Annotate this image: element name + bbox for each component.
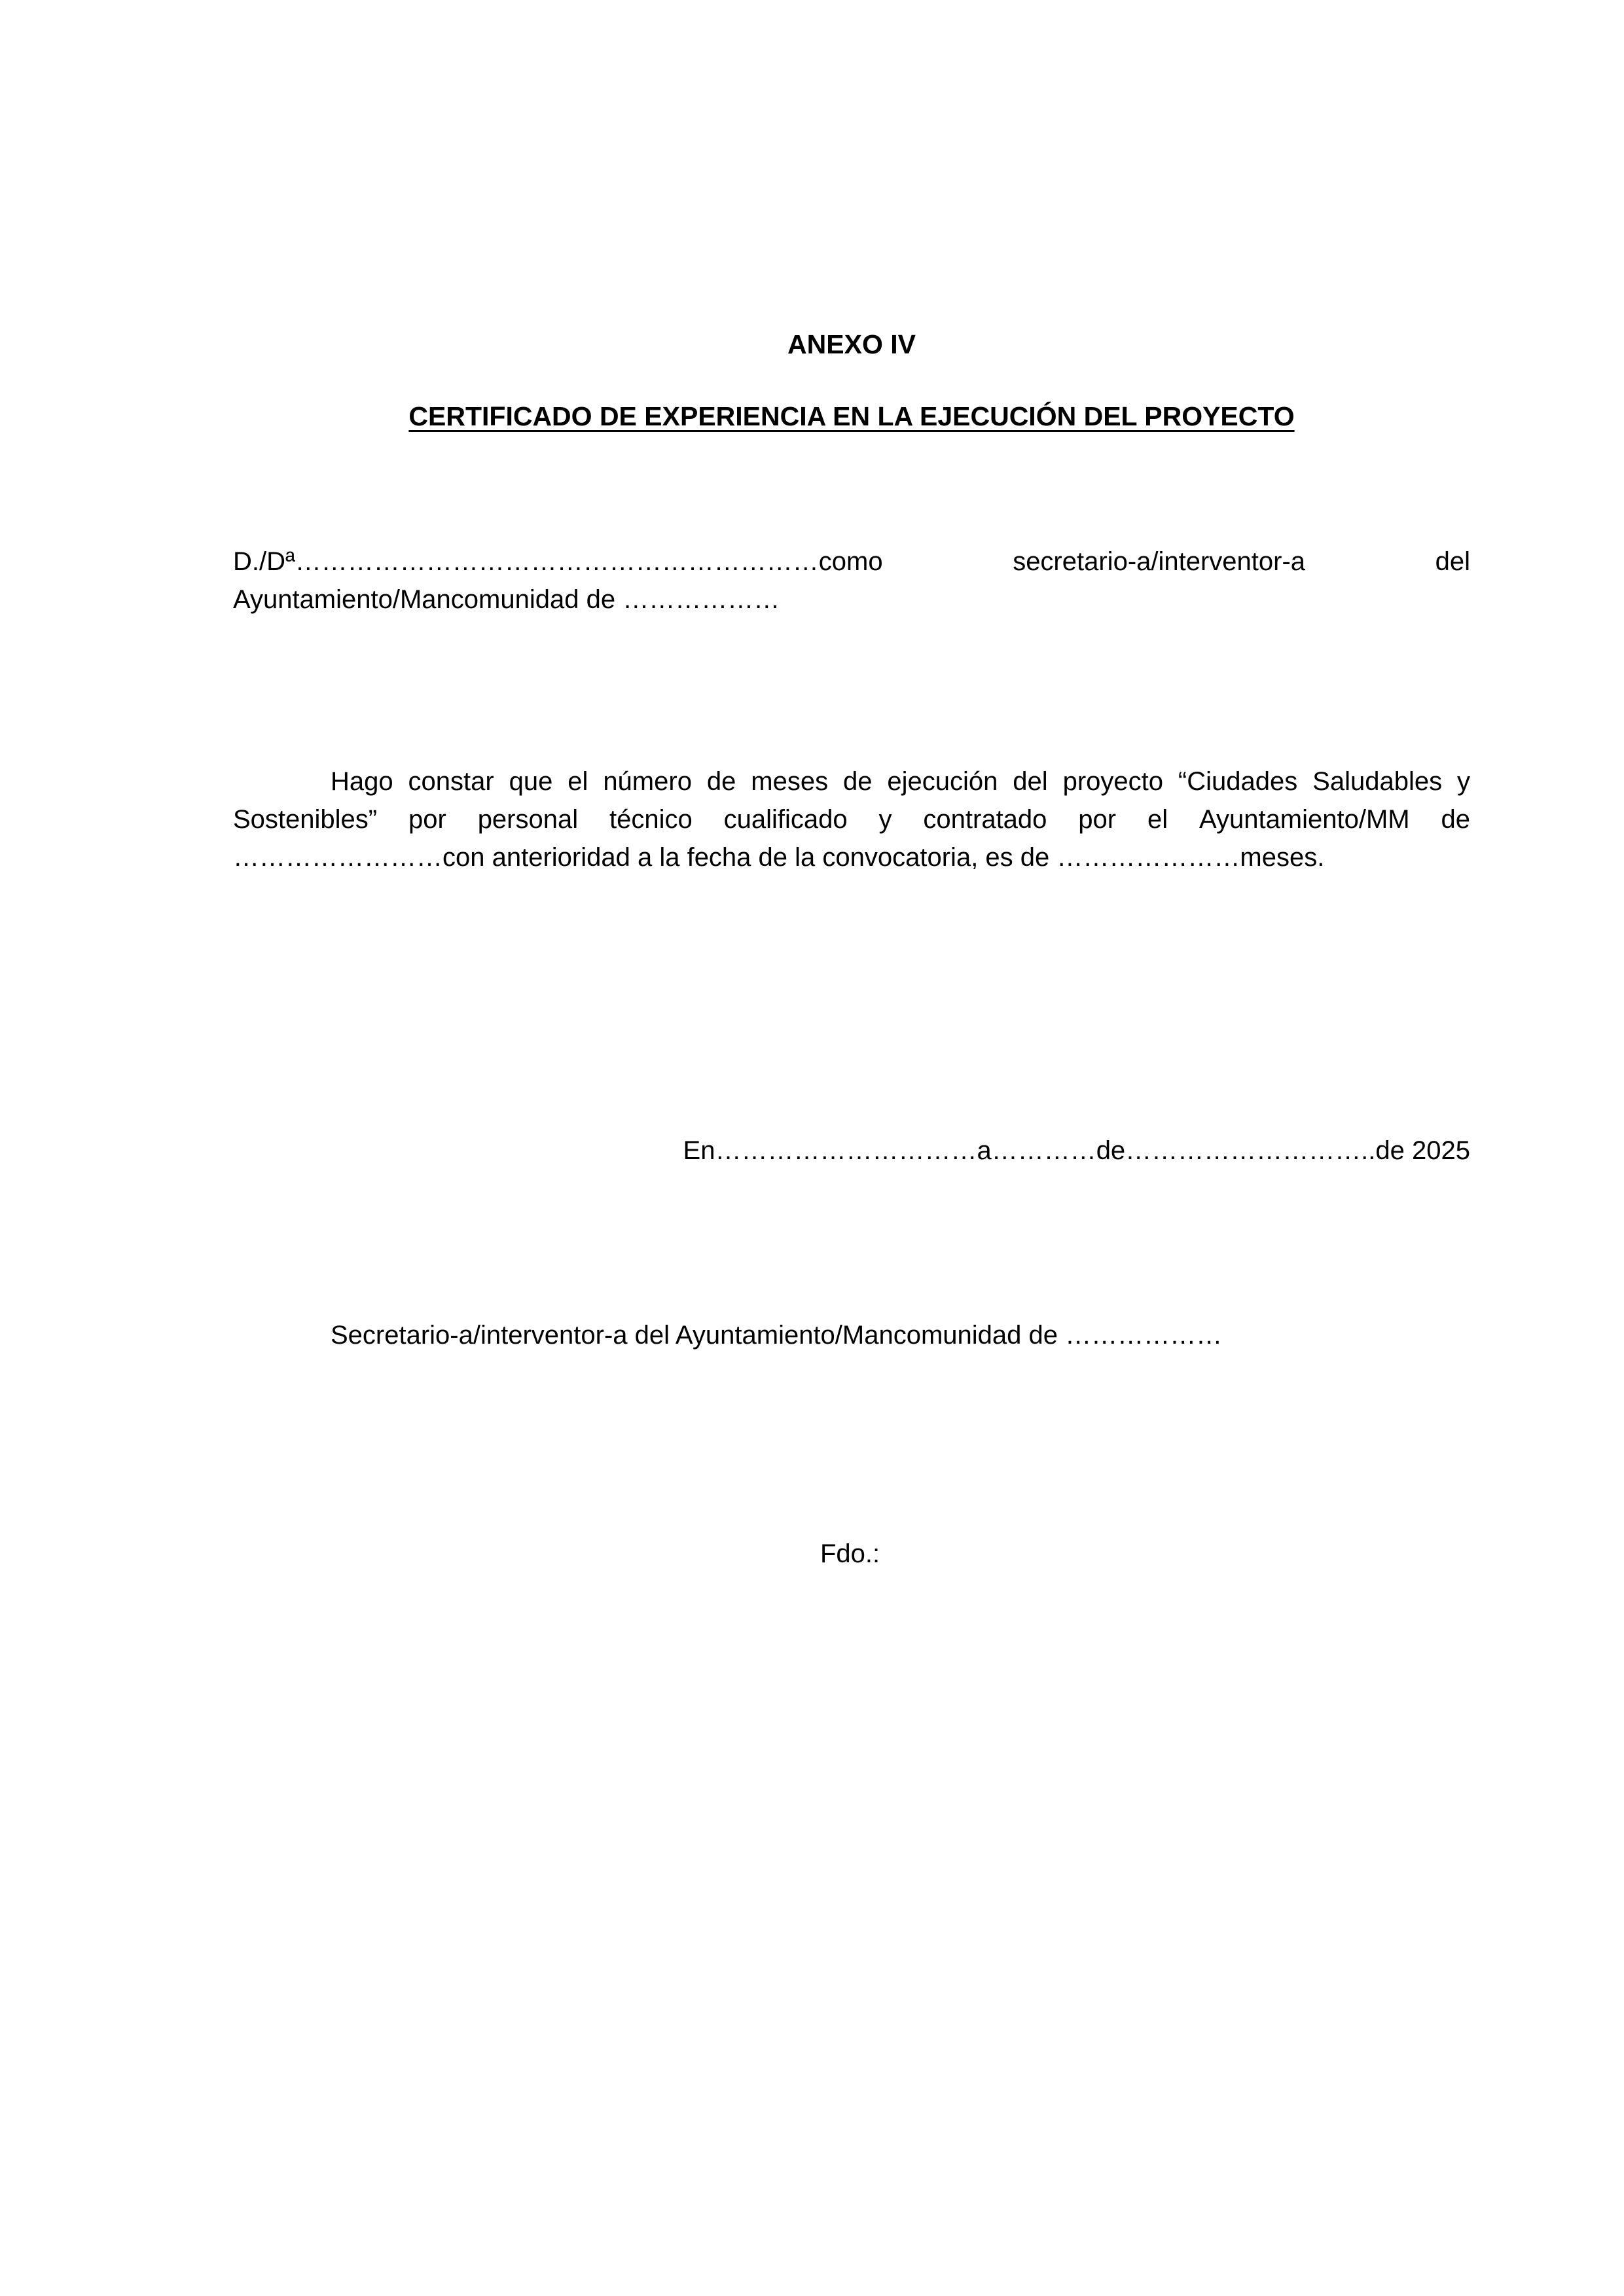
declarant-connector: del	[1435, 547, 1470, 576]
statement-word: de	[1441, 805, 1470, 834]
signer-line: Secretario-a/interventor-a del Ayuntamiento/Mancomunidad de ………………	[331, 1321, 1223, 1350]
statement-word: el	[568, 767, 588, 796]
date-line: En…………………………a…………de………………………..de 2025	[683, 1136, 1470, 1165]
statement-word: contratado	[923, 805, 1047, 834]
statement-word: Hago	[331, 767, 393, 796]
declarant-line	[233, 543, 1470, 580]
statement-word: de	[842, 767, 873, 796]
statement-word: técnico	[609, 805, 693, 834]
statement-word: el	[1147, 805, 1168, 834]
statement-word: que	[509, 767, 553, 796]
statement-word: cualificado	[723, 805, 848, 834]
statement-word: meses	[751, 767, 829, 796]
statement-word: proyecto	[1062, 767, 1164, 796]
statement-word: ejecución	[887, 767, 998, 796]
statement-line-1	[233, 763, 1470, 800]
declarant-role: secretario-a/interventor-a	[1013, 547, 1306, 576]
certificate-title: CERTIFICADO DE EXPERIENCIA EN LA EJECUCIÓN DEL PROYECTO	[408, 401, 1295, 431]
statement-word: de	[706, 767, 736, 796]
signature-label: Fdo.:	[820, 1539, 880, 1568]
statement-word: Saludables	[1312, 767, 1443, 796]
statement-word: Ayuntamiento/MM	[1199, 805, 1410, 834]
statement-word: número	[603, 767, 692, 796]
statement-word: y	[878, 805, 892, 834]
statement-word: por	[1078, 805, 1117, 834]
statement-word: personal	[477, 805, 579, 834]
statement-line-3: ……………………con anterioridad a la fecha de la convocatoria, es de …………………meses.	[233, 843, 1325, 872]
statement-word: constar	[408, 767, 494, 796]
statement-word: del	[1013, 767, 1048, 796]
statement-line-2	[233, 801, 1470, 838]
declarant-name-field: D./Dª……………………………………………………como	[233, 547, 883, 576]
statement-word: por	[408, 805, 446, 834]
statement-word: Sostenibles”	[233, 805, 378, 834]
declarant-entity-line: Ayuntamiento/Mancomunidad de ………………	[233, 585, 780, 614]
statement-word: y	[1457, 767, 1470, 796]
annex-title: ANEXO IV	[787, 329, 916, 359]
statement-word: “Ciudades	[1178, 767, 1298, 796]
